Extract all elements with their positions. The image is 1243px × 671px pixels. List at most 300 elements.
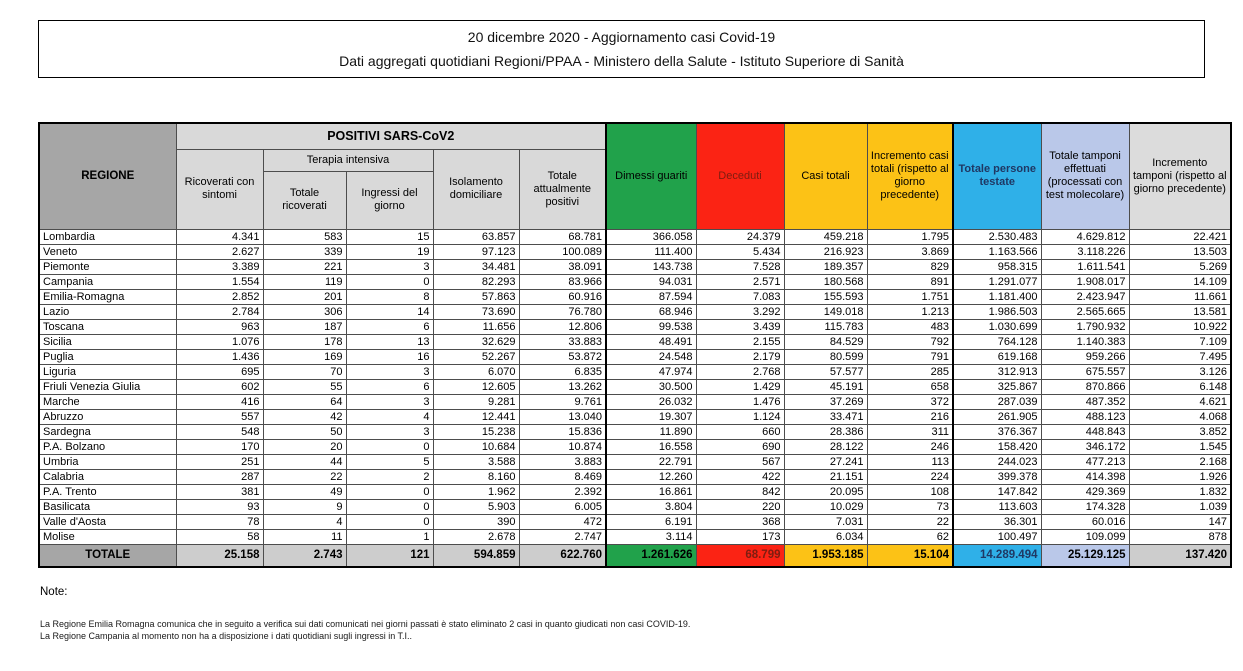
value-cell: 2.678 <box>433 529 519 544</box>
value-cell: 870.866 <box>1041 379 1129 394</box>
value-cell: 2.852 <box>176 289 263 304</box>
value-cell: 22.791 <box>606 454 696 469</box>
value-cell: 306 <box>263 304 346 319</box>
value-cell: 33.471 <box>784 409 867 424</box>
value-cell: 27.241 <box>784 454 867 469</box>
value-cell: 113 <box>867 454 953 469</box>
value-cell: 15.836 <box>519 424 606 439</box>
value-cell: 11.661 <box>1129 289 1231 304</box>
value-cell: 9 <box>263 499 346 514</box>
value-cell: 1.039 <box>1129 499 1231 514</box>
region-name: P.A. Bolzano <box>39 439 176 454</box>
value-cell: 0 <box>346 514 433 529</box>
value-cell: 675.557 <box>1041 364 1129 379</box>
value-cell: 53.872 <box>519 349 606 364</box>
value-cell: 3.439 <box>696 319 784 334</box>
value-cell: 73.690 <box>433 304 519 319</box>
value-cell: 108 <box>867 484 953 499</box>
region-name: Sardegna <box>39 424 176 439</box>
value-cell: 472 <box>519 514 606 529</box>
value-cell: 3 <box>346 259 433 274</box>
col-header-incremento-casi-totali: Incremento casi totali (rispetto al giorno precedente) <box>867 123 953 229</box>
value-cell: 3.389 <box>176 259 263 274</box>
value-cell: 287 <box>176 469 263 484</box>
col-header-totale-tamponi: Totale tamponi effettuati (processati con test molecolare) <box>1041 123 1129 229</box>
value-cell: 63.857 <box>433 229 519 244</box>
value-cell: 119 <box>263 274 346 289</box>
title-line-2: Dati aggregati quotidiani Regioni/PPAA - Ministero della Salute - Istituto Superiore di Sanità <box>339 53 904 69</box>
value-cell: 11 <box>263 529 346 544</box>
value-cell: 7.495 <box>1129 349 1231 364</box>
value-cell: 224 <box>867 469 953 484</box>
region-name: Umbria <box>39 454 176 469</box>
value-cell: 10.922 <box>1129 319 1231 334</box>
col-header-dimessi-guariti: Dimessi guariti <box>606 123 696 229</box>
value-cell: 6 <box>346 319 433 334</box>
value-cell: 1.908.017 <box>1041 274 1129 289</box>
title-box <box>38 20 1205 78</box>
value-cell: 2.627 <box>176 244 263 259</box>
region-name: Marche <box>39 394 176 409</box>
value-cell: 5.269 <box>1129 259 1231 274</box>
table-row <box>39 319 1231 334</box>
value-cell: 690 <box>696 439 784 454</box>
table-row <box>39 229 1231 244</box>
value-cell: 3.292 <box>696 304 784 319</box>
value-cell: 1.429 <box>696 379 784 394</box>
value-cell: 16.558 <box>606 439 696 454</box>
value-cell: 73 <box>867 499 953 514</box>
value-cell: 459.218 <box>784 229 867 244</box>
value-cell: 10.874 <box>519 439 606 454</box>
region-name: Toscana <box>39 319 176 334</box>
value-cell: 37.269 <box>784 394 867 409</box>
value-cell: 891 <box>867 274 953 289</box>
col-group-terapia-intensiva: Terapia intensiva <box>263 149 433 171</box>
value-cell: 170 <box>176 439 263 454</box>
value-cell: 5 <box>346 454 433 469</box>
value-cell: 6.148 <box>1129 379 1231 394</box>
value-cell: 173 <box>696 529 784 544</box>
value-cell: 93 <box>176 499 263 514</box>
col-header-incremento-tamponi: Incremento tamponi (rispetto al giorno precedente) <box>1129 123 1231 229</box>
value-cell: 34.481 <box>433 259 519 274</box>
table-row <box>39 304 1231 319</box>
value-cell: 42 <box>263 409 346 424</box>
value-cell: 1.291.077 <box>953 274 1041 289</box>
table-row <box>39 349 1231 364</box>
value-cell: 49 <box>263 484 346 499</box>
value-cell: 4.629.812 <box>1041 229 1129 244</box>
value-cell: 695 <box>176 364 263 379</box>
value-cell: 3.883 <box>519 454 606 469</box>
value-cell: 963 <box>176 319 263 334</box>
value-cell: 6.191 <box>606 514 696 529</box>
region-name: Molise <box>39 529 176 544</box>
total-value-cell: 622.760 <box>519 544 606 567</box>
value-cell: 28.386 <box>784 424 867 439</box>
value-cell: 487.352 <box>1041 394 1129 409</box>
value-cell: 2.423.947 <box>1041 289 1129 304</box>
value-cell: 216.923 <box>784 244 867 259</box>
value-cell: 381 <box>176 484 263 499</box>
col-header-totale-persone-testate: Totale persone testate <box>953 123 1041 229</box>
value-cell: 488.123 <box>1041 409 1129 424</box>
value-cell: 1.076 <box>176 334 263 349</box>
value-cell: 3 <box>346 364 433 379</box>
value-cell: 658 <box>867 379 953 394</box>
value-cell: 251 <box>176 454 263 469</box>
col-header-ingressi-del-giorno: Ingressi del giorno <box>346 171 433 229</box>
value-cell: 0 <box>346 439 433 454</box>
col-header-regione: REGIONE <box>39 123 176 229</box>
value-cell: 30.500 <box>606 379 696 394</box>
table-row <box>39 499 1231 514</box>
value-cell: 70 <box>263 364 346 379</box>
value-cell: 52.267 <box>433 349 519 364</box>
value-cell: 19.307 <box>606 409 696 424</box>
value-cell: 68.946 <box>606 304 696 319</box>
value-cell: 660 <box>696 424 784 439</box>
value-cell: 602 <box>176 379 263 394</box>
value-cell: 311 <box>867 424 953 439</box>
value-cell: 28.122 <box>784 439 867 454</box>
value-cell: 57.863 <box>433 289 519 304</box>
value-cell: 325.867 <box>953 379 1041 394</box>
value-cell: 60.916 <box>519 289 606 304</box>
value-cell: 557 <box>176 409 263 424</box>
value-cell: 38.091 <box>519 259 606 274</box>
value-cell: 26.032 <box>606 394 696 409</box>
value-cell: 216 <box>867 409 953 424</box>
value-cell: 0 <box>346 484 433 499</box>
value-cell: 244.023 <box>953 454 1041 469</box>
region-name: Piemonte <box>39 259 176 274</box>
value-cell: 109.099 <box>1041 529 1129 544</box>
total-value-cell: 68.799 <box>696 544 784 567</box>
region-name: Puglia <box>39 349 176 364</box>
value-cell: 366.058 <box>606 229 696 244</box>
value-cell: 11.656 <box>433 319 519 334</box>
value-cell: 14 <box>346 304 433 319</box>
value-cell: 4.341 <box>176 229 263 244</box>
value-cell: 1.436 <box>176 349 263 364</box>
region-name: Calabria <box>39 469 176 484</box>
value-cell: 8.160 <box>433 469 519 484</box>
value-cell: 180.568 <box>784 274 867 289</box>
value-cell: 15.238 <box>433 424 519 439</box>
value-cell: 12.441 <box>433 409 519 424</box>
table-row <box>39 439 1231 454</box>
value-cell: 147.842 <box>953 484 1041 499</box>
value-cell: 3 <box>346 394 433 409</box>
covid-data-table <box>38 122 1232 568</box>
value-cell: 285 <box>867 364 953 379</box>
value-cell: 76.780 <box>519 304 606 319</box>
value-cell: 100.089 <box>519 244 606 259</box>
value-cell: 1.790.932 <box>1041 319 1129 334</box>
table-row <box>39 529 1231 544</box>
value-cell: 1.986.503 <box>953 304 1041 319</box>
value-cell: 548 <box>176 424 263 439</box>
title-line-1: 20 dicembre 2020 - Aggiornamento casi Covid-19 <box>467 29 776 45</box>
total-value-cell: 2.743 <box>263 544 346 567</box>
value-cell: 2 <box>346 469 433 484</box>
value-cell: 24.548 <box>606 349 696 364</box>
table-row <box>39 454 1231 469</box>
value-cell: 261.905 <box>953 409 1041 424</box>
region-name: Liguria <box>39 364 176 379</box>
value-cell: 477.213 <box>1041 454 1129 469</box>
value-cell: 6.034 <box>784 529 867 544</box>
total-value-cell: 594.859 <box>433 544 519 567</box>
note-line-2: La Regione Campania al momento non ha a disposizione i dati quotidiani sugli ingressi in T.I.. <box>40 631 413 641</box>
value-cell: 416 <box>176 394 263 409</box>
value-cell: 57.577 <box>784 364 867 379</box>
value-cell: 12.806 <box>519 319 606 334</box>
value-cell: 68.781 <box>519 229 606 244</box>
region-name: Basilicata <box>39 499 176 514</box>
value-cell: 9.281 <box>433 394 519 409</box>
value-cell: 842 <box>696 484 784 499</box>
value-cell: 78 <box>176 514 263 529</box>
value-cell: 1.795 <box>867 229 953 244</box>
value-cell: 13.581 <box>1129 304 1231 319</box>
value-cell: 50 <box>263 424 346 439</box>
table-row <box>39 334 1231 349</box>
value-cell: 3.118.226 <box>1041 244 1129 259</box>
value-cell: 2.571 <box>696 274 784 289</box>
value-cell: 791 <box>867 349 953 364</box>
value-cell: 7.031 <box>784 514 867 529</box>
value-cell: 4.621 <box>1129 394 1231 409</box>
col-header-isolamento-domiciliare: Isolamento domiciliare <box>433 149 519 229</box>
value-cell: 13.262 <box>519 379 606 394</box>
value-cell: 16 <box>346 349 433 364</box>
region-name: Sicilia <box>39 334 176 349</box>
region-name: P.A. Trento <box>39 484 176 499</box>
value-cell: 1.030.699 <box>953 319 1041 334</box>
value-cell: 155.593 <box>784 289 867 304</box>
value-cell: 2.155 <box>696 334 784 349</box>
value-cell: 220 <box>696 499 784 514</box>
value-cell: 1.213 <box>867 304 953 319</box>
note-line-1: La Regione Emilia Romagna comunica che in seguito a verifica sui dati comunicati nei giorni passati è stato eliminato 2 casi in quanto giudicati non casi COVID-19. <box>40 619 691 629</box>
value-cell: 2.392 <box>519 484 606 499</box>
total-value-cell: 15.104 <box>867 544 953 567</box>
value-cell: 1 <box>346 529 433 544</box>
value-cell: 958.315 <box>953 259 1041 274</box>
value-cell: 619.168 <box>953 349 1041 364</box>
value-cell: 22 <box>867 514 953 529</box>
value-cell: 84.529 <box>784 334 867 349</box>
value-cell: 22 <box>263 469 346 484</box>
notes-section <box>40 586 1140 642</box>
value-cell: 44 <box>263 454 346 469</box>
table-row <box>39 289 1231 304</box>
table-row <box>39 364 1231 379</box>
value-cell: 99.538 <box>606 319 696 334</box>
value-cell: 7.109 <box>1129 334 1231 349</box>
value-cell: 58 <box>176 529 263 544</box>
value-cell: 221 <box>263 259 346 274</box>
table-row <box>39 424 1231 439</box>
value-cell: 448.843 <box>1041 424 1129 439</box>
value-cell: 4.068 <box>1129 409 1231 424</box>
value-cell: 5.903 <box>433 499 519 514</box>
value-cell: 169 <box>263 349 346 364</box>
value-cell: 47.974 <box>606 364 696 379</box>
value-cell: 1.962 <box>433 484 519 499</box>
value-cell: 1.124 <box>696 409 784 424</box>
value-cell: 6.835 <box>519 364 606 379</box>
value-cell: 1.476 <box>696 394 784 409</box>
value-cell: 158.420 <box>953 439 1041 454</box>
value-cell: 6.070 <box>433 364 519 379</box>
value-cell: 372 <box>867 394 953 409</box>
value-cell: 878 <box>1129 529 1231 544</box>
value-cell: 3 <box>346 424 433 439</box>
value-cell: 3.126 <box>1129 364 1231 379</box>
table-row <box>39 259 1231 274</box>
value-cell: 87.594 <box>606 289 696 304</box>
region-name: Valle d'Aosta <box>39 514 176 529</box>
value-cell: 10.029 <box>784 499 867 514</box>
value-cell: 21.151 <box>784 469 867 484</box>
value-cell: 11.890 <box>606 424 696 439</box>
table-row <box>39 469 1231 484</box>
value-cell: 312.913 <box>953 364 1041 379</box>
total-value-cell: 1.261.626 <box>606 544 696 567</box>
value-cell: 4 <box>346 409 433 424</box>
total-value-cell: 121 <box>346 544 433 567</box>
table-row <box>39 379 1231 394</box>
col-group-positivi-sars-cov2: POSITIVI SARS-CoV2 <box>176 123 606 149</box>
value-cell: 32.629 <box>433 334 519 349</box>
region-name: Lombardia <box>39 229 176 244</box>
value-cell: 149.018 <box>784 304 867 319</box>
total-value-cell: 25.158 <box>176 544 263 567</box>
value-cell: 429.369 <box>1041 484 1129 499</box>
value-cell: 22.421 <box>1129 229 1231 244</box>
value-cell: 7.083 <box>696 289 784 304</box>
value-cell: 187 <box>263 319 346 334</box>
value-cell: 55 <box>263 379 346 394</box>
value-cell: 174.328 <box>1041 499 1129 514</box>
value-cell: 48.491 <box>606 334 696 349</box>
value-cell: 7.528 <box>696 259 784 274</box>
value-cell: 20.095 <box>784 484 867 499</box>
value-cell: 2.784 <box>176 304 263 319</box>
value-cell: 2.747 <box>519 529 606 544</box>
region-name: Friuli Venezia Giulia <box>39 379 176 394</box>
value-cell: 583 <box>263 229 346 244</box>
value-cell: 422 <box>696 469 784 484</box>
col-header-totale-attualmente-positivi: Totale attualmente positivi <box>519 149 606 229</box>
value-cell: 178 <box>263 334 346 349</box>
value-cell: 9.761 <box>519 394 606 409</box>
col-header-deceduti: Deceduti <box>696 123 784 229</box>
value-cell: 1.181.400 <box>953 289 1041 304</box>
value-cell: 346.172 <box>1041 439 1129 454</box>
value-cell: 376.367 <box>953 424 1041 439</box>
value-cell: 339 <box>263 244 346 259</box>
value-cell: 20 <box>263 439 346 454</box>
value-cell: 246 <box>867 439 953 454</box>
value-cell: 36.301 <box>953 514 1041 529</box>
value-cell: 12.260 <box>606 469 696 484</box>
value-cell: 13 <box>346 334 433 349</box>
value-cell: 10.684 <box>433 439 519 454</box>
value-cell: 567 <box>696 454 784 469</box>
value-cell: 8.469 <box>519 469 606 484</box>
value-cell: 287.039 <box>953 394 1041 409</box>
value-cell: 1.545 <box>1129 439 1231 454</box>
value-cell: 3.114 <box>606 529 696 544</box>
value-cell: 2.530.483 <box>953 229 1041 244</box>
value-cell: 13.503 <box>1129 244 1231 259</box>
value-cell: 45.191 <box>784 379 867 394</box>
value-cell: 483 <box>867 319 953 334</box>
value-cell: 1.611.541 <box>1041 259 1129 274</box>
value-cell: 4 <box>263 514 346 529</box>
total-value-cell: 14.289.494 <box>953 544 1041 567</box>
table-row <box>39 244 1231 259</box>
value-cell: 368 <box>696 514 784 529</box>
total-value-cell: 137.420 <box>1129 544 1231 567</box>
value-cell: 147 <box>1129 514 1231 529</box>
value-cell: 14.109 <box>1129 274 1231 289</box>
col-header-ricoverati-con-sintomi: Ricoverati con sintomi <box>176 149 263 229</box>
value-cell: 201 <box>263 289 346 304</box>
value-cell: 64 <box>263 394 346 409</box>
value-cell: 1.926 <box>1129 469 1231 484</box>
value-cell: 2.768 <box>696 364 784 379</box>
value-cell: 82.293 <box>433 274 519 289</box>
value-cell: 959.266 <box>1041 349 1129 364</box>
value-cell: 189.357 <box>784 259 867 274</box>
value-cell: 19 <box>346 244 433 259</box>
value-cell: 3.588 <box>433 454 519 469</box>
table-row <box>39 514 1231 529</box>
value-cell: 3.852 <box>1129 424 1231 439</box>
col-header-casi-totali: Casi totali <box>784 123 867 229</box>
notes-title: Note: <box>40 586 68 598</box>
value-cell: 6 <box>346 379 433 394</box>
value-cell: 94.031 <box>606 274 696 289</box>
region-name: Campania <box>39 274 176 289</box>
value-cell: 764.128 <box>953 334 1041 349</box>
table-row <box>39 274 1231 289</box>
value-cell: 8 <box>346 289 433 304</box>
value-cell: 5.434 <box>696 244 784 259</box>
value-cell: 62 <box>867 529 953 544</box>
total-row-label: TOTALE <box>39 544 176 567</box>
value-cell: 83.966 <box>519 274 606 289</box>
value-cell: 6.005 <box>519 499 606 514</box>
value-cell: 33.883 <box>519 334 606 349</box>
value-cell: 115.783 <box>784 319 867 334</box>
value-cell: 16.861 <box>606 484 696 499</box>
value-cell: 2.565.665 <box>1041 304 1129 319</box>
total-row <box>39 544 1231 567</box>
value-cell: 13.040 <box>519 409 606 424</box>
value-cell: 829 <box>867 259 953 274</box>
value-cell: 80.599 <box>784 349 867 364</box>
value-cell: 3.869 <box>867 244 953 259</box>
region-name: Veneto <box>39 244 176 259</box>
col-header-totale-ricoverati: Totale ricoverati <box>263 171 346 229</box>
